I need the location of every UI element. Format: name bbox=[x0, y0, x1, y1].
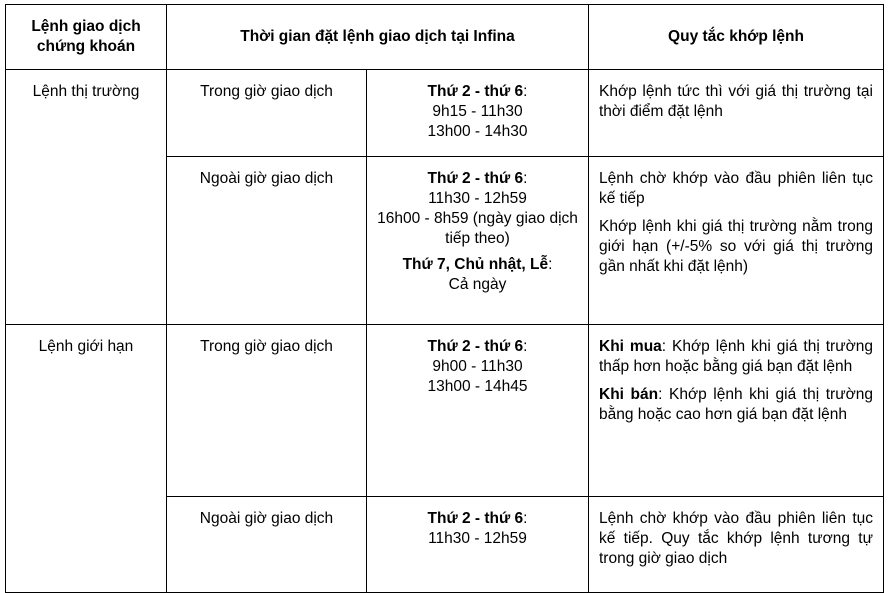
order-type-cell: Lệnh giới hạn bbox=[6, 325, 167, 593]
time-range: 11h30 - 12h59 bbox=[428, 530, 527, 547]
days-label: Thứ 2 - thứ 6 bbox=[427, 510, 524, 527]
days-label: Thứ 2 - thứ 6 bbox=[427, 170, 524, 187]
header-order-type-line2: chứng khoán bbox=[36, 38, 136, 55]
table-row bbox=[6, 325, 884, 497]
time-range: 9h00 - 11h30 bbox=[432, 358, 523, 375]
time-block bbox=[367, 169, 588, 249]
time-days bbox=[367, 82, 588, 102]
header-order-time: Thời gian đặt lệnh giao dịch tại Infina bbox=[167, 5, 589, 70]
time-days bbox=[367, 169, 588, 189]
rule-text: Lệnh chờ khớp vào đầu phiên liên tục kế tiếp. Quy tắc khớp lệnh tương tự trong giờ giao dịch bbox=[599, 510, 873, 567]
order-type-cell: Lệnh thị trường bbox=[6, 70, 167, 325]
time-range: 13h00 - 14h45 bbox=[427, 378, 528, 395]
rule-cell bbox=[589, 497, 884, 593]
days-suffix: : bbox=[523, 170, 528, 187]
session-cell: Ngoài giờ giao dịch bbox=[167, 157, 367, 325]
time-cell bbox=[367, 70, 589, 157]
header-row bbox=[6, 5, 884, 70]
rule-body: : Khớp lệnh khi giá thị trường bằng hoặc cao hơn giá bạn đặt lệnh bbox=[599, 386, 874, 423]
time-block bbox=[367, 337, 588, 397]
header-order-type bbox=[6, 5, 167, 70]
rule-text bbox=[599, 385, 873, 425]
time-block bbox=[367, 509, 588, 549]
rule-bold-label: Khi bán bbox=[599, 386, 659, 403]
time-cell bbox=[367, 497, 589, 593]
time-range: 13h00 - 14h30 bbox=[427, 123, 528, 140]
time-cell bbox=[367, 325, 589, 497]
days-suffix: : bbox=[523, 510, 528, 527]
time-cell bbox=[367, 157, 589, 325]
session-cell: Trong giờ giao dịch bbox=[167, 70, 367, 157]
rule-body: : Khớp lệnh khi giá thị trường thấp hơn hoặc bằng giá bạn đặt lệnh bbox=[599, 338, 873, 375]
session-cell: Trong giờ giao dịch bbox=[167, 325, 367, 497]
time-days bbox=[367, 255, 588, 275]
days-suffix: : bbox=[523, 338, 528, 355]
time-range: Cả ngày bbox=[448, 276, 507, 293]
rule-bold-label: Khi mua bbox=[599, 338, 662, 355]
days-label: Thứ 2 - thứ 6 bbox=[427, 338, 524, 355]
header-order-type-line1: Lệnh giao dịch bbox=[31, 18, 141, 35]
rule-text: Lệnh chờ khớp vào đầu phiên liên tục kế tiếp bbox=[599, 170, 873, 207]
header-matching-rules: Quy tắc khớp lệnh bbox=[589, 5, 884, 70]
days-suffix: : bbox=[523, 83, 528, 100]
rule-text: Khớp lệnh khi giá thị trường nằm trong giới hạn (+/-5% so với giá thị trường gần nhất khi đặt lệnh) bbox=[599, 218, 873, 275]
time-range: 16h00 - 8h59 (ngày giao dịch tiếp theo) bbox=[377, 210, 578, 247]
session-cell: Ngoài giờ giao dịch bbox=[167, 497, 367, 593]
time-range: 11h30 - 12h59 bbox=[428, 190, 527, 207]
rule-cell bbox=[589, 70, 884, 157]
time-block bbox=[367, 255, 588, 295]
trading-rules-table bbox=[5, 4, 884, 593]
time-days bbox=[367, 509, 588, 529]
time-range: 9h15 - 11h30 bbox=[432, 103, 523, 120]
days-suffix: : bbox=[548, 256, 553, 273]
rule-cell bbox=[589, 325, 884, 497]
table-row bbox=[6, 70, 884, 157]
days-label: Thứ 2 - thứ 6 bbox=[427, 83, 524, 100]
rule-text bbox=[599, 337, 873, 377]
rule-text: Khớp lệnh tức thì với giá thị trường tại thời điểm đặt lệnh bbox=[599, 83, 873, 120]
days-label: Thứ 7, Chủ nhật, Lễ bbox=[402, 256, 549, 273]
time-days bbox=[367, 337, 588, 357]
rule-cell bbox=[589, 157, 884, 325]
time-block bbox=[367, 82, 588, 142]
